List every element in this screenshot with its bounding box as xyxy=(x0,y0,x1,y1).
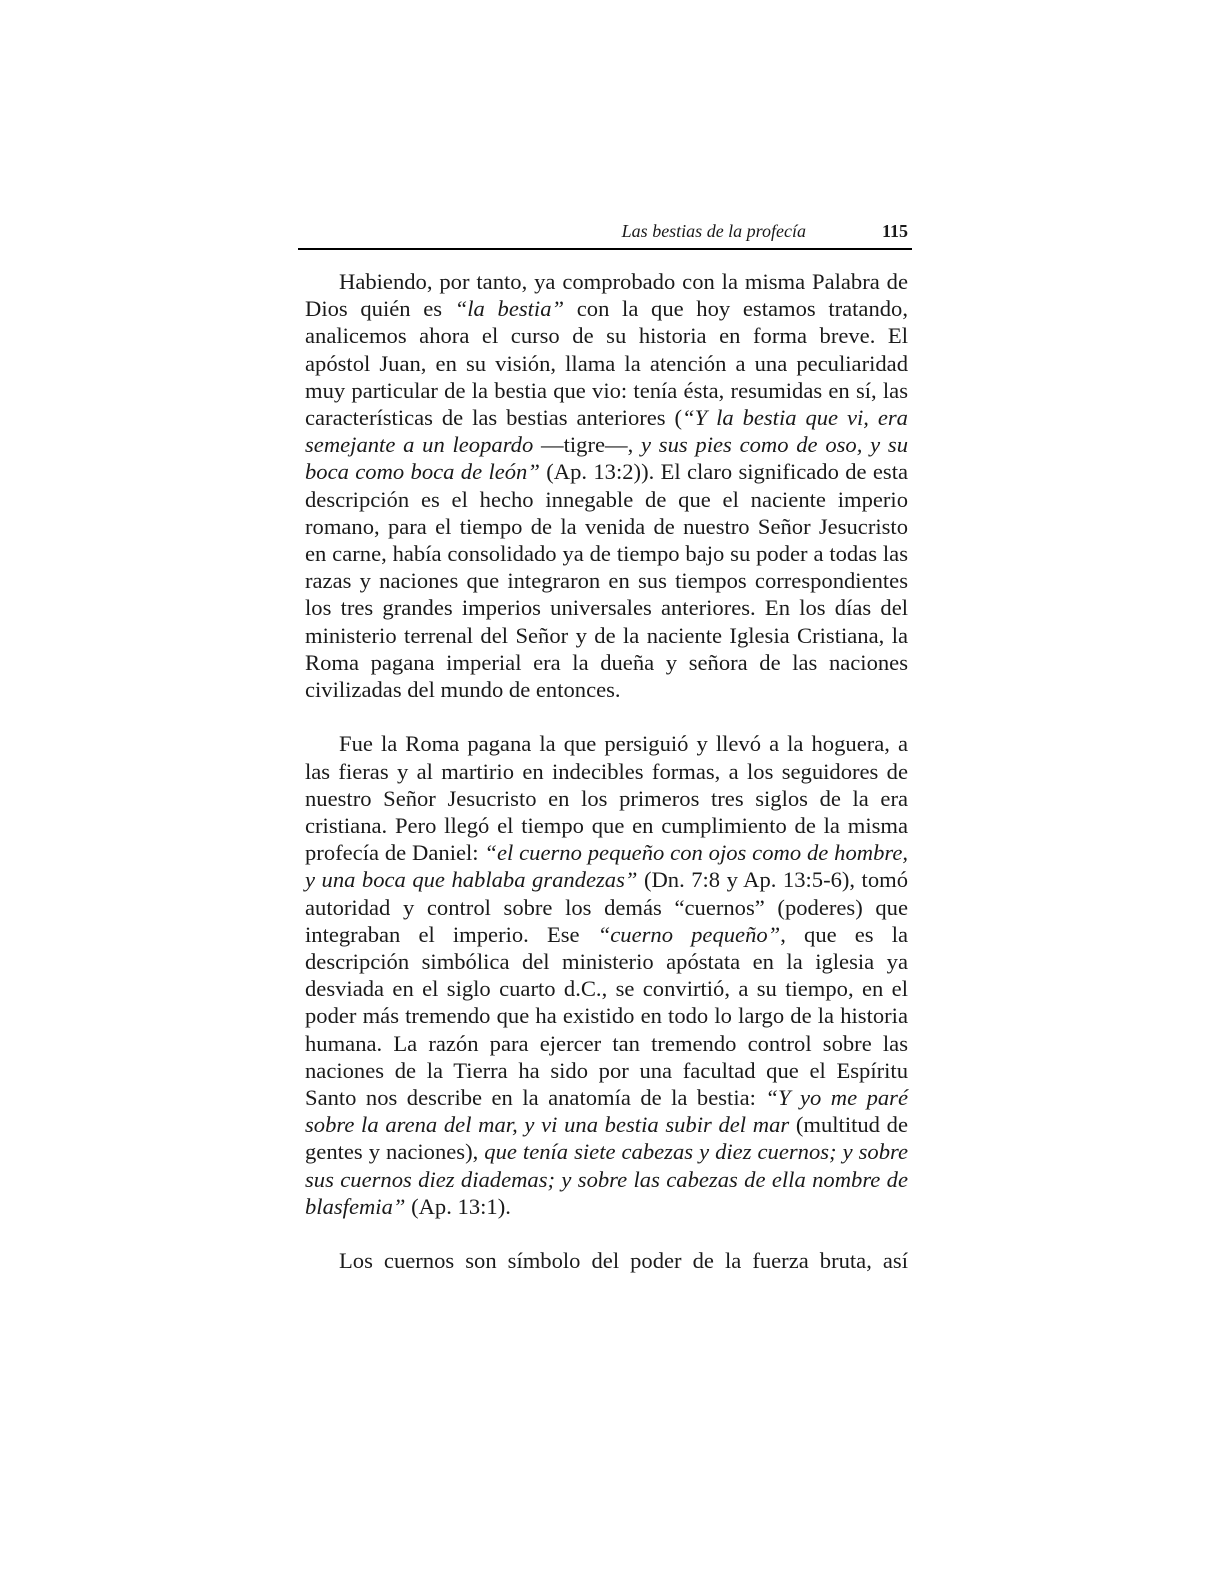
running-title: Las bestias de la profecía xyxy=(621,221,806,241)
paragraph-text: , que es la descripción simbólica del ministerio apóstata en la iglesia ya desviada en el siglo cuarto d.C., se convirtió, a su tiempo, en el poder más tremendo que ha existido en todo lo largo de la historia humana. La razón para ejercer tan tremendo control sobre las naciones de la Tierra ha sido por una facultad que el Espíritu Santo nos describe en la anatomía de la bestia: xyxy=(305,921,909,1111)
paragraph-text: con la que hoy estamos tratando, analicemos ahora el curso de su historia en forma breve. El apóstol Juan, en su visión, llama la atención a una peculiaridad muy particular de la bestia que vio: tenía ésta, resumidas en sí, las características de las bestias anteriores ( xyxy=(305,296,909,431)
paragraph-text: —tigre—, xyxy=(533,432,641,458)
scripture-quote: que tenía siete cabezas y diez cuernos; y sobre sus cuernos diez diademas; y sobre las cabezas de ella nombre de blasfemia” xyxy=(305,1139,908,1219)
body-text xyxy=(305,268,908,1274)
running-header xyxy=(298,220,912,250)
paragraph-text: (Ap. 13:2)). El claro significado de esta descripción es el hecho innegable de que el naciente imperio romano, para el tiempo de la venida de nuestro Señor Jesucristo en carne, había consolidado ya de tiempo bajo su poder a todas las razas y naciones que integraron en sus tiempos correspondientes los tres grandes imperios universales anteriores. En los días del ministerio terrenal del Señor y de la naciente Iglesia Cristiana, la Roma pagana imperial era la dueña y señora de las naciones civilizadas del mundo de entonces. xyxy=(305,459,908,703)
scripture-quote: “la bestia” xyxy=(454,296,565,322)
scripture-quote: “Y la bestia que vi, era semejante a un leopardo xyxy=(305,405,908,458)
paragraph-2 xyxy=(305,730,908,1220)
paragraph-3 xyxy=(305,1247,908,1274)
paragraph-text: (Dn. 7:8 y Ap. 13:5-6), tomó autoridad y control sobre los demás “cuernos” (poderes) que integraban el imperio. Ese xyxy=(305,867,908,947)
scripture-quote: “cuerno pequeño” xyxy=(597,921,781,947)
scripture-quote: “Y yo me paré sobre la arena del mar, y vi una bestia subir del mar xyxy=(305,1085,908,1138)
paragraph-text: Habiendo, por tanto, ya comprobado con la misma Palabra de Dios quién es xyxy=(305,269,908,322)
paragraph-text: (Ap. 13:1). xyxy=(405,1193,511,1219)
page-number: 115 xyxy=(881,221,908,241)
paragraph-text: Fue la Roma pagana la que persiguió y llevó a la hoguera, a las fieras y al martirio en indecibles formas, a los seguidores de nuestro Señor Jesucristo en los primeros tres siglos de la era cristiana. Pero llegó el tiempo que en cumplimiento de la misma profecía de Daniel: xyxy=(305,731,908,866)
scripture-quote: y sus pies como de oso, y su boca como boca de león” xyxy=(305,432,908,485)
paragraph-text: (multitud de gentes y naciones), xyxy=(305,1112,908,1165)
scripture-quote: “el cuerno pequeño con ojos como de hombre, y una boca que hablaba grandezas” xyxy=(305,840,908,893)
paragraph-text: Los cuernos son símbolo del poder de la fuerza bruta, así xyxy=(339,1248,908,1274)
paragraph-1 xyxy=(305,268,908,703)
